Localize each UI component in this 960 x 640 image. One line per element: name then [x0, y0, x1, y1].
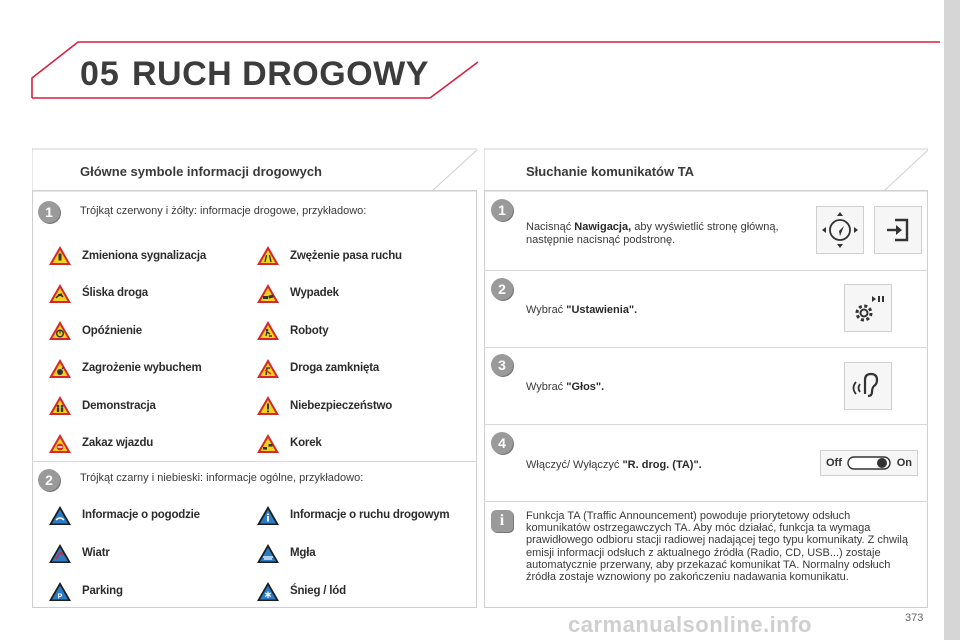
- step-badge-r2: 2: [491, 278, 513, 300]
- sign-item: [256, 237, 402, 275]
- accident-icon: [256, 283, 280, 304]
- voice-button[interactable]: [844, 362, 892, 410]
- sign-item: [48, 572, 200, 610]
- sign-item: [48, 350, 206, 388]
- sign-label: Zakaz wjazdu: [82, 437, 154, 450]
- sign-label: Śnieg / lód: [290, 585, 346, 597]
- step-bold: Nawigacja,: [574, 221, 632, 233]
- sign-label: Wiatr: [82, 547, 110, 559]
- step-bold: "Ustawienia".: [566, 304, 638, 316]
- settings-button[interactable]: [844, 284, 892, 332]
- warning-signs-right: [256, 237, 402, 462]
- right-divider-1: [484, 270, 928, 271]
- warning-triangle-icon: [48, 245, 72, 266]
- slippery-road-icon: [48, 283, 72, 304]
- traffic-jam-icon: [256, 433, 280, 454]
- sign-label: Opóźnienie: [82, 324, 142, 337]
- step-badge-2: 2: [38, 469, 60, 491]
- step-prefix: Nacisnąć: [526, 221, 575, 233]
- side-bar: [944, 0, 960, 640]
- sign-item: [48, 237, 206, 275]
- sign-label: Roboty: [290, 324, 329, 337]
- sign-label: Demonstracja: [82, 399, 156, 412]
- settings-gear-icon: [848, 288, 888, 328]
- ta-toggle[interactable]: [820, 450, 918, 476]
- parking-icon: [48, 581, 72, 602]
- step-prefix: Wybrać: [526, 304, 567, 316]
- sign-item: [48, 312, 206, 350]
- step-badge-r4: 4: [491, 432, 513, 454]
- no-entry-icon: [48, 433, 72, 454]
- step2-intro: Trójkąt czarny i niebieski: informacje ogólne, przykładowo:: [80, 472, 364, 484]
- svg-text:P: P: [57, 593, 63, 600]
- road-narrows-icon: [256, 245, 280, 266]
- sign-item: [256, 572, 449, 610]
- sign-item: [256, 387, 402, 425]
- chapter-title: RUCH DROGOWY: [132, 55, 429, 93]
- step-badge-r1: 1: [491, 199, 513, 221]
- sign-label: Parking: [82, 585, 123, 597]
- left-panel-title: Główne symbole informacji drogowych: [80, 164, 322, 179]
- step3-text: [526, 381, 604, 394]
- explosion-icon: [48, 358, 72, 379]
- step-bold: "R. drog. (TA)".: [622, 459, 702, 471]
- right-divider-3: [484, 424, 928, 425]
- sign-item: [256, 350, 402, 388]
- sign-label: Korek: [290, 437, 322, 450]
- step1-intro: Trójkąt czerwony i żółty: informacje drogowe, przykładowo:: [80, 205, 367, 217]
- info-badge: i: [491, 510, 513, 532]
- watermark: carmanualsonline.info: [568, 612, 812, 637]
- voice-icon: [848, 366, 888, 406]
- warning-signs-left: [48, 237, 206, 462]
- step-prefix: Wybrać: [526, 381, 567, 393]
- left-divider: [32, 461, 477, 462]
- sign-label: Mgła: [290, 547, 316, 559]
- demonstration-icon: [48, 395, 72, 416]
- toggle-switch-icon: [847, 456, 891, 470]
- sign-label: Informacje o pogodzie: [82, 509, 200, 521]
- danger-icon: [256, 395, 280, 416]
- fog-icon: [256, 543, 280, 564]
- right-panel-title: Słuchanie komunikatów TA: [526, 164, 695, 179]
- step1-text: [526, 221, 791, 247]
- road-closed-icon: [256, 358, 280, 379]
- step-badge-r3: 3: [491, 354, 513, 376]
- roadworks-icon: [256, 320, 280, 341]
- sign-item: [48, 275, 206, 313]
- delay-icon: [48, 320, 72, 341]
- traffic-info-icon: [256, 505, 280, 526]
- info-signs-right: [256, 496, 449, 610]
- sign-item: [256, 275, 402, 313]
- sign-label: Niebezpieczeństwo: [290, 399, 393, 412]
- sign-item: [256, 312, 402, 350]
- step-bold: "Głos".: [566, 381, 605, 393]
- nav-joystick-icon: [820, 210, 860, 250]
- info-signs-left: [48, 496, 200, 610]
- sign-label: Śliska droga: [82, 287, 148, 300]
- page-number: 373: [905, 612, 924, 624]
- right-divider-2: [484, 347, 928, 348]
- toggle-off-label: Off: [826, 457, 842, 469]
- toggle-on-label: On: [896, 457, 912, 469]
- wind-icon: [48, 543, 72, 564]
- step4-text: [526, 459, 702, 472]
- sign-item: [48, 425, 206, 463]
- sign-label: Zwężenie pasa ruchu: [290, 249, 402, 262]
- weather-icon: [48, 505, 72, 526]
- right-divider-4: [484, 501, 928, 502]
- sign-item: [256, 496, 449, 534]
- step-badge-1: 1: [38, 201, 60, 223]
- sign-item: [48, 496, 200, 534]
- sign-label: Informacje o ruchu drogowym: [290, 509, 450, 521]
- chapter-number: 05: [80, 55, 120, 93]
- subpage-arrow-icon: [883, 215, 913, 245]
- sign-item: [48, 387, 206, 425]
- snow-ice-icon: [256, 581, 280, 602]
- sign-label: Droga zamknięta: [290, 362, 380, 375]
- step-suffix: aby wyświetlić stronę główną, następnie nacisnąć podstronę.: [526, 221, 779, 246]
- sign-label: Zmieniona sygnalizacja: [82, 249, 207, 262]
- sign-label: Zagrożenie wybuchem: [82, 362, 202, 375]
- sign-item: [256, 534, 449, 572]
- step2-text: [526, 304, 637, 317]
- step-prefix: Włączyć/ Wyłączyć: [526, 459, 623, 471]
- subpage-button[interactable]: [874, 206, 922, 254]
- navigation-button[interactable]: [816, 206, 864, 254]
- sign-item: [48, 534, 200, 572]
- sign-item: [256, 425, 402, 463]
- sign-label: Wypadek: [290, 287, 339, 300]
- info-text: Funkcja TA (Traffic Announcement) powoduje priorytetowy odsłuch komunikatów ostrzegawczych TA. Aby móc działać, funkcja ta wymaga prawidłowego odbioru stacji radiowej nadającej tego typu komunikaty. Z chwilą emisji informacji odsłuch z aktualnego źródła (Radio, CD, USB...) zostaje automatycznie przerwany, aby przekazać komunikat TA. Normalny odsłuch źródła zostaje wznowiony po zakończeniu nadawania komunikatu.: [526, 510, 908, 584]
